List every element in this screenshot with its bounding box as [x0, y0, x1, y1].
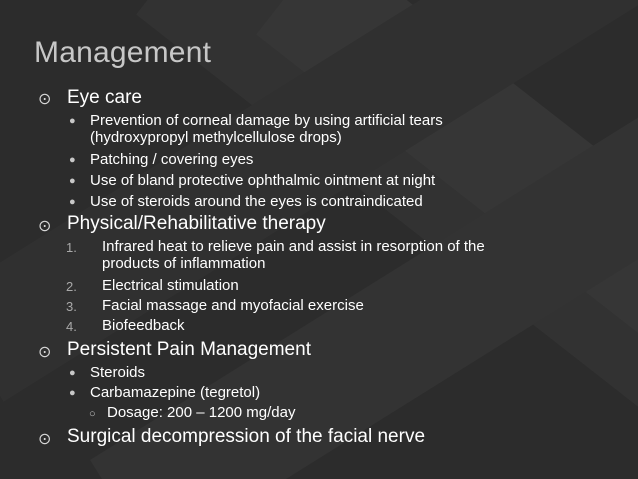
dot-bullet-icon: ● [69, 154, 76, 166]
list-item: Biofeedback [102, 317, 185, 334]
circle-bullet-icon: ⊙ [38, 344, 52, 361]
list-item: Dosage: 200 – 1200 mg/day [107, 404, 296, 421]
list-number: 3. [66, 299, 77, 314]
list-item: Electrical stimulation [102, 277, 239, 294]
list-item: Facial massage and myofacial exercise [102, 297, 364, 314]
list-number: 4. [66, 319, 77, 334]
dot-bullet-icon: ● [69, 387, 76, 399]
circle-bullet-icon: ⊙ [38, 431, 52, 448]
list-item: Prevention of corneal damage by using artificial tears [90, 112, 443, 129]
list-item: Use of bland protective ophthalmic ointment at night [90, 172, 436, 189]
dot-bullet-icon: ● [69, 367, 76, 379]
dot-bullet-icon: ● [69, 115, 76, 127]
list-item: Use of steroids around the eyes is contraindicated [90, 193, 423, 210]
list-item: Steroids [90, 364, 146, 381]
dot-bullet-icon: ● [69, 196, 76, 208]
list-item-continuation: (hydroxypropyl methylcellulose drops) [90, 129, 342, 146]
section-heading-physical-therapy: Physical/Rehabilitative therapy [67, 213, 326, 234]
section-heading-eye-care: Eye care [67, 87, 142, 108]
hollow-circle-bullet-icon: ○ [89, 408, 96, 420]
section-heading-pain-management: Persistent Pain Management [67, 339, 311, 360]
list-number: 2. [66, 279, 77, 294]
list-item-continuation: products of inflammation [102, 255, 266, 272]
circle-bullet-icon: ⊙ [38, 91, 52, 108]
list-number: 1. [66, 240, 77, 255]
circle-bullet-icon: ⊙ [38, 218, 52, 235]
list-item: Infrared heat to relieve pain and assist in resorption of the [102, 238, 485, 255]
section-heading-surgical-decompression: Surgical decompression of the facial nerve [67, 426, 426, 447]
slide-title: Management [34, 36, 212, 69]
list-item: Patching / covering eyes [90, 151, 254, 168]
dot-bullet-icon: ● [69, 175, 76, 187]
list-item: Carbamazepine (tegretol) [90, 384, 261, 401]
